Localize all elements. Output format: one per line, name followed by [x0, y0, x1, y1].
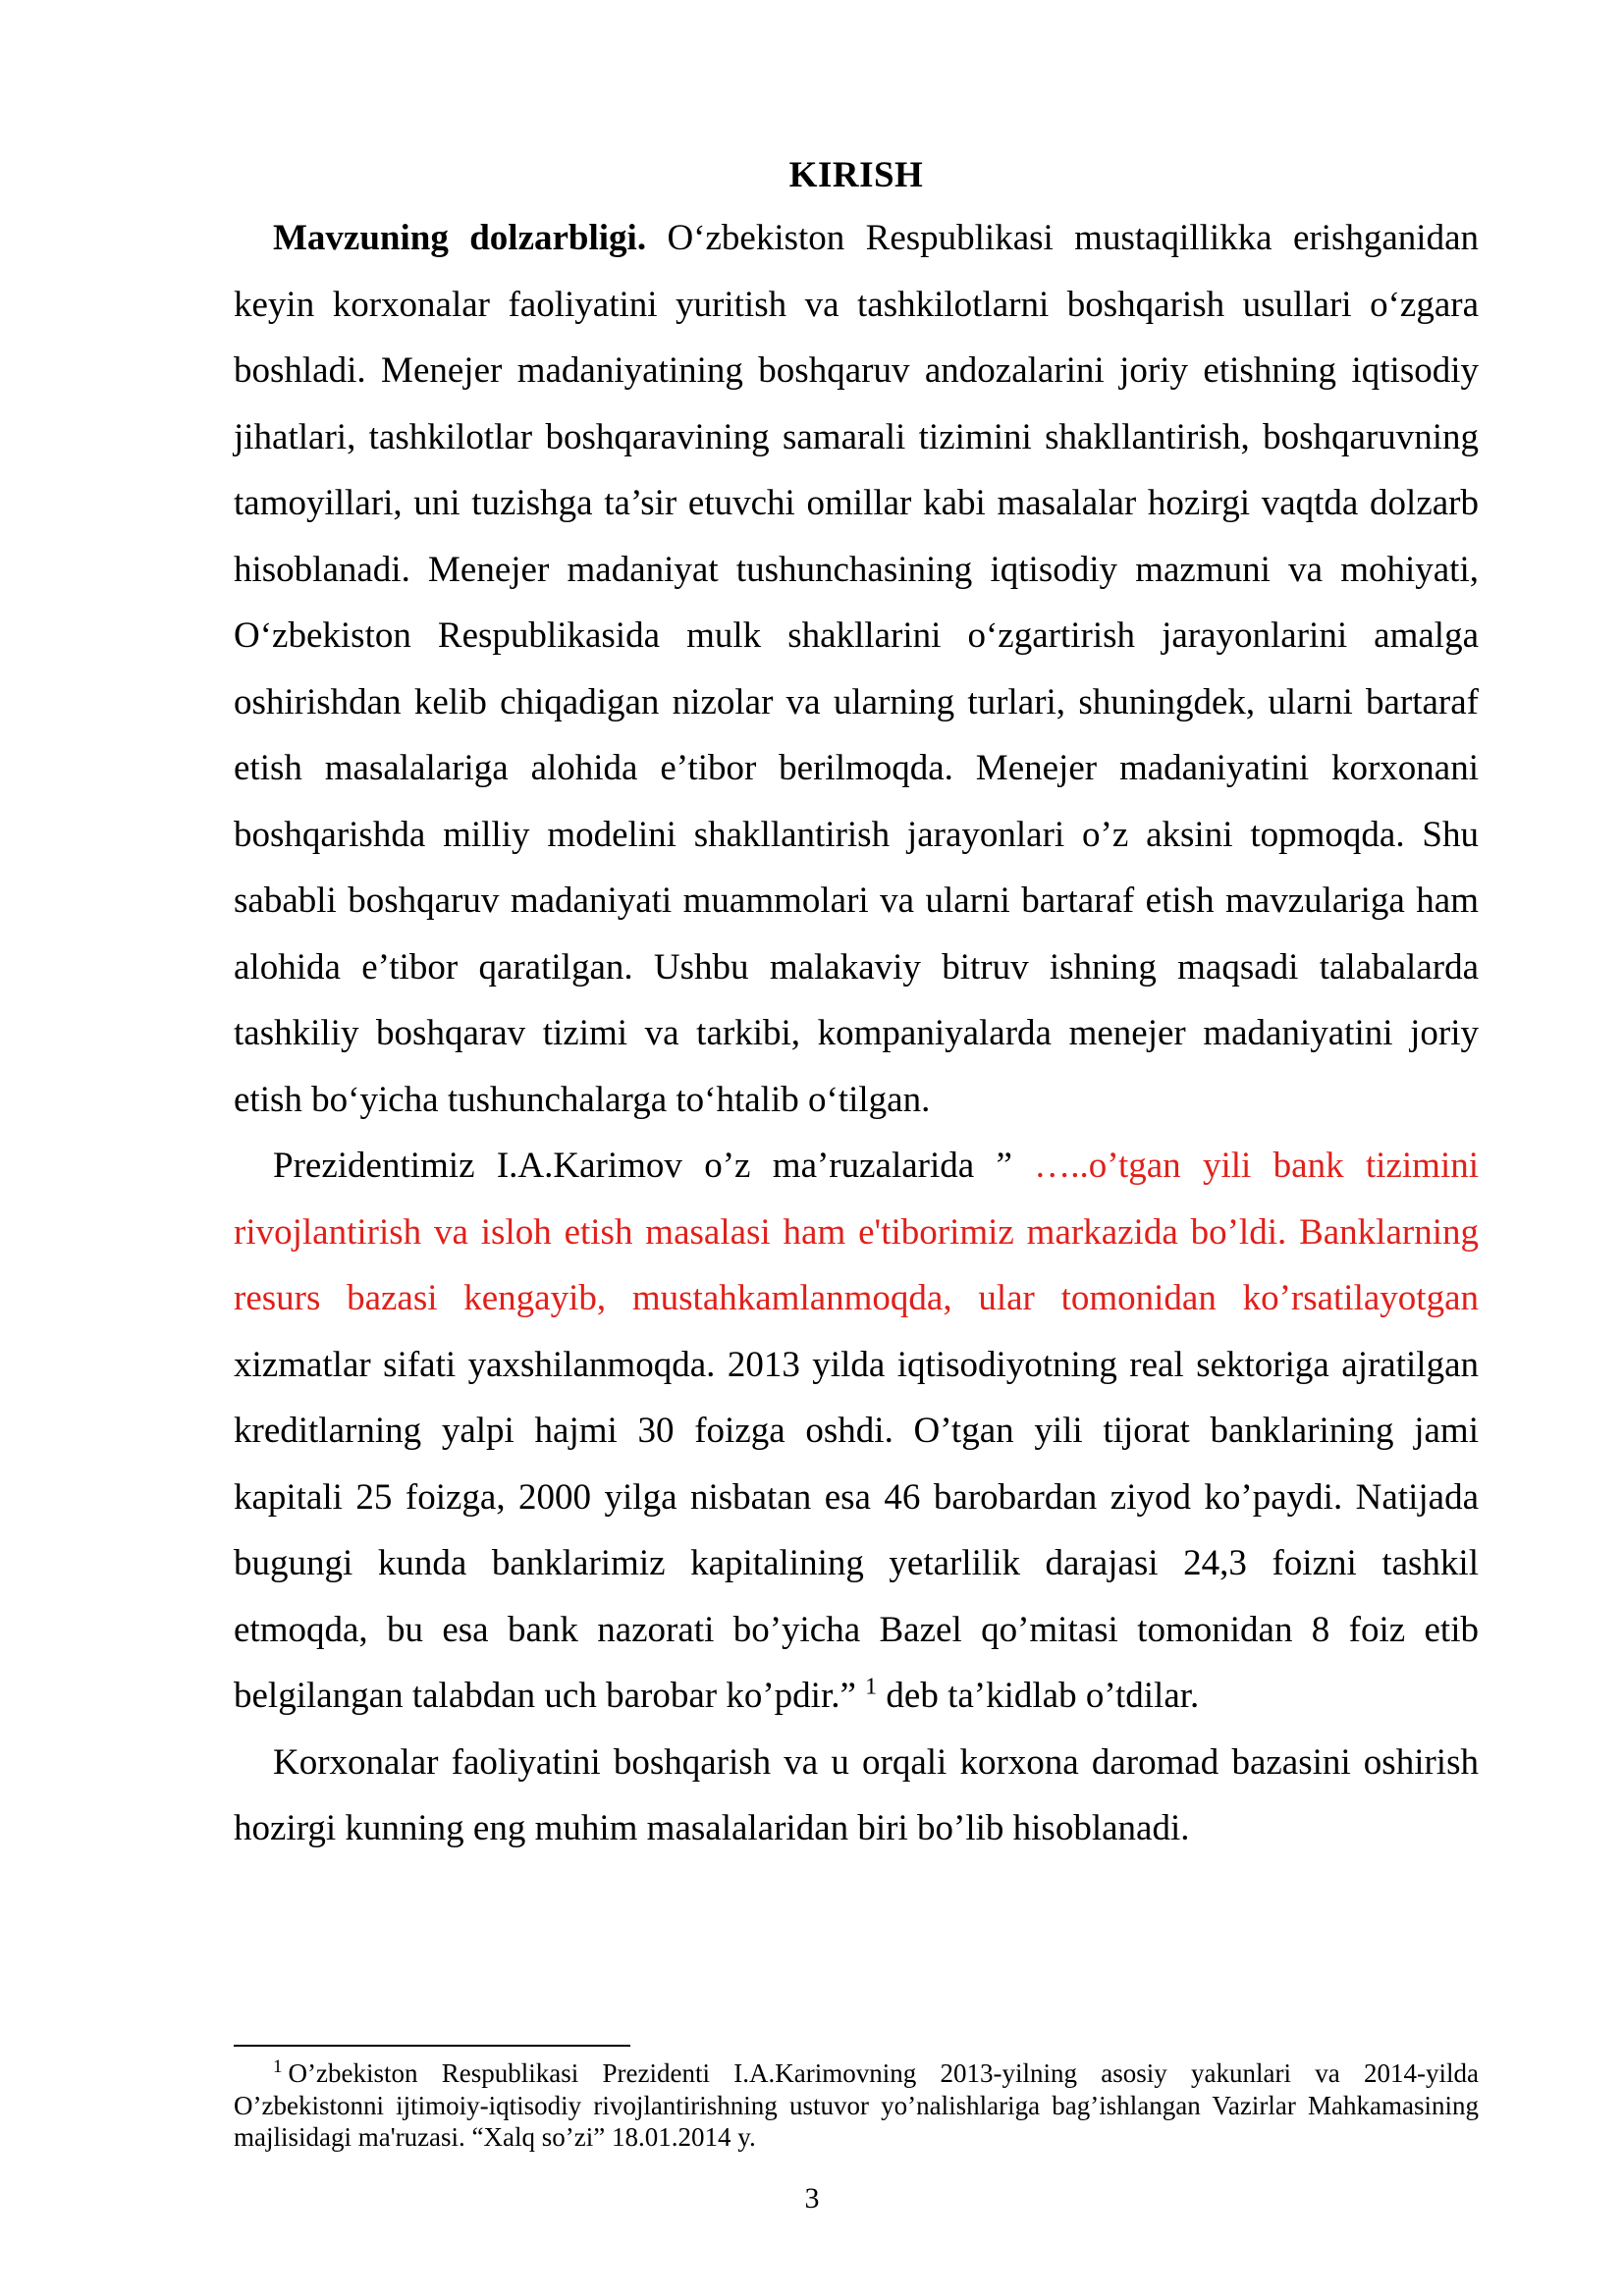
paragraph-management: Korxonalar faoliyatini boshqarish va u orqali korxona daromad bazasini oshirish hozirgi kunning eng muhim masalalaridan biri bo’lib hisoblanadi. [234, 1741, 1479, 1848]
quote-rest: xizmatlar sifati yaxshilanmoqda. 2013 yilda iqtisodiyotning real sektoriga ajratilgan kreditlarning yalpi hajmi 30 foizga oshdi. O’tgan yili tijorat banklarining jami kapitali 25 foizga, 2000 yilga nisbatan esa 46 barobardan ziyod ko’paydi. Natijada bugungi kunda banklarimiz kapitalining yetarlilik darajasi 24,3 foizni tashkil etmoqda, bu esa bank nazorati bo’yicha Bazel qo’mitasi tomonidan 8 foiz etib belgilangan talabdan uch barobar ko’pdir.” [234, 1344, 1479, 1716]
document-page [234, 152, 1479, 1862]
paragraph-lead: Mavzuning dolzarbligi. [273, 218, 647, 258]
footnote-number: 1 [273, 2056, 283, 2077]
paragraph-text: O‘zbekiston Respublikasi mustaqillikka erishganidan keyin korxonalar faoliyatini yuritish va tashkilotlarni boshqarish usullari o‘zgara boshladi. Menejer madaniyatining boshqaruv andozalarini joriy etishning iqtisodiy jihatlari, tashkilotlar boshqaravining samarali tizimini shakllantirish, boshqaruvning tamoyillari, uni tuzishga ta’sir etuvchi omillar kabi masalalar hozirgi vaqtda dolzarb hisoblanadi. Menejer madaniyat tushunchasining iqtisodiy mazmuni va mohiyati, O‘zbekiston Respublikasida mulk shakllarini o‘zgartirish jarayonlarini amalga oshirishdan kelib chiqadigan nizolar va ularning turlari, shuningdek, ularni bartaraf etish masalalariga alohida e’tibor berilmoqda. Menejer madaniyatini korxonani boshqarishda milliy modelini shakllantirish jarayonlari o’z aksini topmoqda. Shu sababli boshqaruv madaniyati muammolari va ularni bartaraf etish mavzulariga ham alohida e’tibor qaratilgan. Ushbu malakaviy bitruv ishning maqsadi talabalarda tashkiliy boshqarav tizimi va tarkibi, kompaniyalarda menejer madaniyatini joriy etish bo‘yicha tushunchalarga to‘htalib o‘tilgan. [234, 218, 1479, 1120]
footnote-text: O’zbekiston Respublikasi Prezidenti I.A.Karimovning 2013-yilning asosiy yakunlari va 2014-yilda O’zbekistonni ijtimoiy-iqtisodiy rivojlantirishning ustuvor yo’nalishlariga bag’ishlangan Vazirlar Mahkamasining majlisidagi ma'ruzasi. “Xalq so’zi” 18.01.2014 y. [234, 2058, 1479, 2152]
footnote-reference[interactable]: 1 [865, 1674, 878, 1700]
paragraph-president-quote [234, 1133, 1479, 1730]
quote-highlighted: …..o’tgan yili bank tizimini rivojlantirish va isloh etish masalasi ham e'tiborimiz markazida bo’ldi. Banklarning resurs bazasi kengayib, mustahkamlanmoqda, ular tomonidan ko’rsatilayotgan [234, 1146, 1480, 1318]
footnote [234, 2057, 1479, 2154]
paragraph-relevance [234, 205, 1479, 1133]
section-heading: KIRISH [788, 155, 924, 195]
page-number: 3 [804, 2182, 820, 2215]
quote-intro: Prezidentimiz I.A.Karimov o’z ma’ruzalarida ” [273, 1146, 1035, 1186]
quote-tail: deb ta’kidlab o’tdilar. [877, 1676, 1200, 1716]
footnote-separator [234, 2045, 630, 2047]
